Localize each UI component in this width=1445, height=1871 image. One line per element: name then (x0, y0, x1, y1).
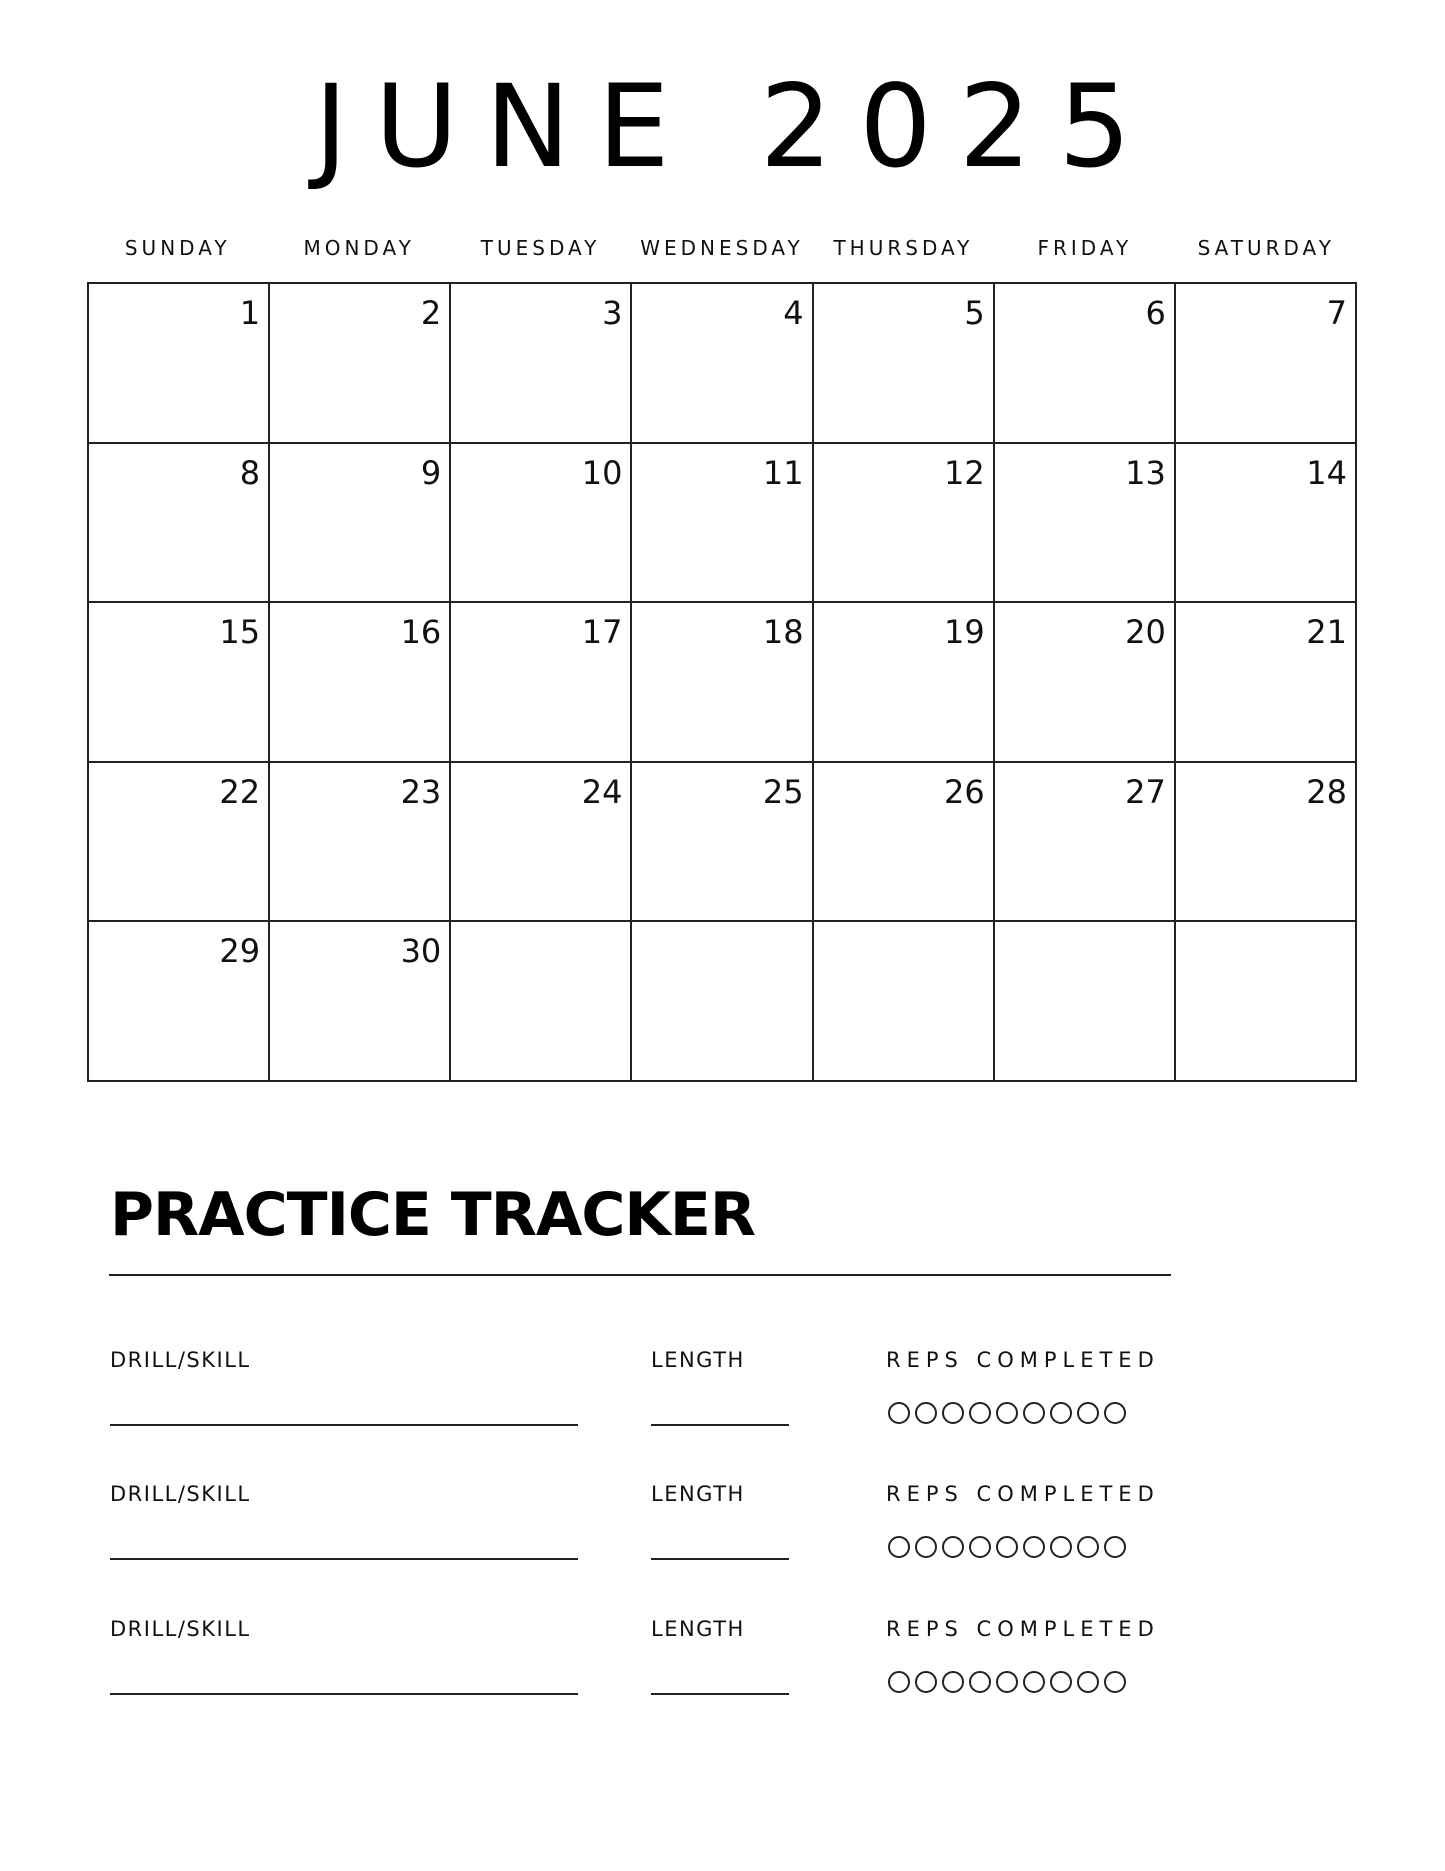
calendar-title: JUNE 2025 (314, 60, 1158, 193)
practice-tracker-title: PRACTICE TRACKER (110, 1180, 756, 1250)
day-cell[interactable] (451, 444, 632, 604)
day-number: 3 (602, 294, 623, 332)
tracker-row (0, 1482, 1445, 1602)
drill-skill-label: DRILL/SKILL (110, 1617, 251, 1641)
day-cell[interactable] (995, 603, 1176, 763)
title-divider (109, 1274, 1171, 1276)
day-cell[interactable] (270, 922, 451, 1082)
rep-checkbox-circle[interactable] (942, 1671, 964, 1693)
rep-checkbox-circle[interactable] (996, 1671, 1018, 1693)
drill-skill-write-line[interactable] (110, 1693, 578, 1695)
length-label: LENGTH (651, 1617, 745, 1641)
day-number: 24 (581, 772, 623, 811)
rep-checkbox-circle[interactable] (915, 1671, 937, 1693)
rep-checkbox-circle[interactable] (996, 1402, 1018, 1424)
day-cell[interactable] (451, 763, 632, 923)
length-label: LENGTH (651, 1482, 745, 1506)
rep-checkbox-circle[interactable] (969, 1671, 991, 1693)
day-number: 16 (400, 613, 442, 652)
drill-skill-label: DRILL/SKILL (110, 1348, 251, 1372)
day-cell[interactable] (814, 284, 995, 444)
day-number: 30 (400, 932, 442, 971)
day-cell[interactable] (632, 603, 813, 763)
weekday-header-row (87, 236, 1357, 266)
tracker-row (0, 1617, 1445, 1737)
day-number: 1 (239, 294, 261, 332)
day-cell[interactable] (632, 284, 813, 444)
day-cell[interactable] (814, 444, 995, 604)
rep-checkbox-circle[interactable] (996, 1536, 1018, 1558)
rep-checkbox-circle[interactable] (1077, 1402, 1099, 1424)
rep-checkbox-circle[interactable] (1077, 1536, 1099, 1558)
rep-checkbox-circle[interactable] (1023, 1536, 1045, 1558)
reps-circles (888, 1536, 1126, 1558)
empty-day-cell (1176, 922, 1357, 1082)
weekday-tuesday: TUESDAY (480, 236, 601, 260)
day-number: 7 (1326, 294, 1347, 332)
day-cell[interactable] (1176, 763, 1357, 923)
drill-skill-write-line[interactable] (110, 1558, 578, 1560)
rep-checkbox-circle[interactable] (888, 1402, 910, 1424)
rep-checkbox-circle[interactable] (1023, 1671, 1045, 1693)
weekday-friday: FRIDAY (1037, 236, 1133, 260)
rep-checkbox-circle[interactable] (1104, 1671, 1126, 1693)
rep-checkbox-circle[interactable] (1050, 1671, 1072, 1693)
day-cell[interactable] (632, 763, 813, 923)
day-number: 26 (943, 772, 985, 811)
drill-skill-write-line[interactable] (110, 1424, 578, 1426)
reps-completed-label: REPS COMPLETED (886, 1617, 1160, 1641)
day-number: 11 (762, 453, 804, 492)
day-number: 20 (1125, 613, 1166, 652)
day-cell[interactable] (89, 284, 270, 444)
day-cell[interactable] (451, 603, 632, 763)
day-cell[interactable] (632, 444, 813, 604)
reps-completed-label: REPS COMPLETED (886, 1348, 1160, 1372)
rep-checkbox-circle[interactable] (1077, 1671, 1099, 1693)
day-cell[interactable] (89, 763, 270, 923)
weekday-sunday: SUNDAY (124, 236, 231, 260)
length-write-line[interactable] (651, 1558, 789, 1560)
day-number: 21 (1306, 613, 1347, 652)
day-number: 18 (762, 613, 804, 652)
reps-completed-label: REPS COMPLETED (886, 1482, 1160, 1506)
day-number: 28 (1306, 772, 1347, 811)
reps-circles (888, 1671, 1126, 1693)
day-number: 2 (420, 294, 442, 332)
day-cell[interactable] (270, 444, 451, 604)
day-cell[interactable] (814, 763, 995, 923)
length-write-line[interactable] (651, 1424, 789, 1426)
weekday-saturday: SATURDAY (1197, 236, 1335, 260)
weekday-thursday: THURSDAY (833, 236, 974, 260)
day-cell[interactable] (89, 603, 270, 763)
weekday-wednesday: WEDNESDAY (640, 236, 804, 260)
day-number: 17 (581, 613, 623, 652)
day-cell[interactable] (270, 284, 451, 444)
day-cell[interactable] (1176, 603, 1357, 763)
calendar-grid (87, 282, 1357, 1082)
day-number: 10 (581, 453, 623, 492)
empty-day-cell (451, 922, 632, 1082)
day-number: 15 (219, 613, 261, 652)
day-number: 5 (964, 294, 985, 332)
day-cell[interactable] (270, 763, 451, 923)
rep-checkbox-circle[interactable] (888, 1536, 910, 1558)
drill-skill-label: DRILL/SKILL (110, 1482, 251, 1506)
day-number: 23 (400, 772, 442, 811)
day-number: 19 (943, 613, 985, 652)
day-cell[interactable] (995, 444, 1176, 604)
day-number: 22 (219, 772, 261, 811)
day-number: 9 (420, 453, 442, 492)
weekday-monday: MONDAY (303, 236, 415, 260)
day-cell[interactable] (451, 284, 632, 444)
rep-checkbox-circle[interactable] (915, 1402, 937, 1424)
day-number: 14 (1306, 453, 1347, 492)
day-cell[interactable] (995, 284, 1176, 444)
rep-checkbox-circle[interactable] (915, 1536, 937, 1558)
rep-checkbox-circle[interactable] (969, 1402, 991, 1424)
day-cell[interactable] (270, 603, 451, 763)
rep-checkbox-circle[interactable] (1104, 1402, 1126, 1424)
day-number: 29 (219, 932, 261, 971)
rep-checkbox-circle[interactable] (1050, 1536, 1072, 1558)
day-number: 13 (1125, 453, 1166, 492)
rep-checkbox-circle[interactable] (1023, 1402, 1045, 1424)
rep-checkbox-circle[interactable] (1050, 1402, 1072, 1424)
empty-day-cell (995, 922, 1176, 1082)
tracker-row (0, 1348, 1445, 1468)
day-number: 6 (1145, 294, 1166, 332)
rep-checkbox-circle[interactable] (888, 1671, 910, 1693)
rep-checkbox-circle[interactable] (942, 1536, 964, 1558)
day-number: 27 (1125, 772, 1166, 811)
reps-circles (888, 1402, 1126, 1424)
day-number: 25 (762, 772, 804, 811)
rep-checkbox-circle[interactable] (942, 1402, 964, 1424)
day-number: 8 (239, 453, 261, 492)
length-write-line[interactable] (651, 1693, 789, 1695)
day-cell[interactable] (814, 603, 995, 763)
day-number: 12 (943, 453, 985, 492)
rep-checkbox-circle[interactable] (969, 1536, 991, 1558)
day-cell[interactable] (1176, 444, 1357, 604)
empty-day-cell (814, 922, 995, 1082)
day-cell[interactable] (995, 763, 1176, 923)
day-cell[interactable] (89, 922, 270, 1082)
rep-checkbox-circle[interactable] (1104, 1536, 1126, 1558)
day-number: 4 (783, 294, 804, 332)
day-cell[interactable] (1176, 284, 1357, 444)
day-cell[interactable] (89, 444, 270, 604)
empty-day-cell (632, 922, 813, 1082)
length-label: LENGTH (651, 1348, 745, 1372)
